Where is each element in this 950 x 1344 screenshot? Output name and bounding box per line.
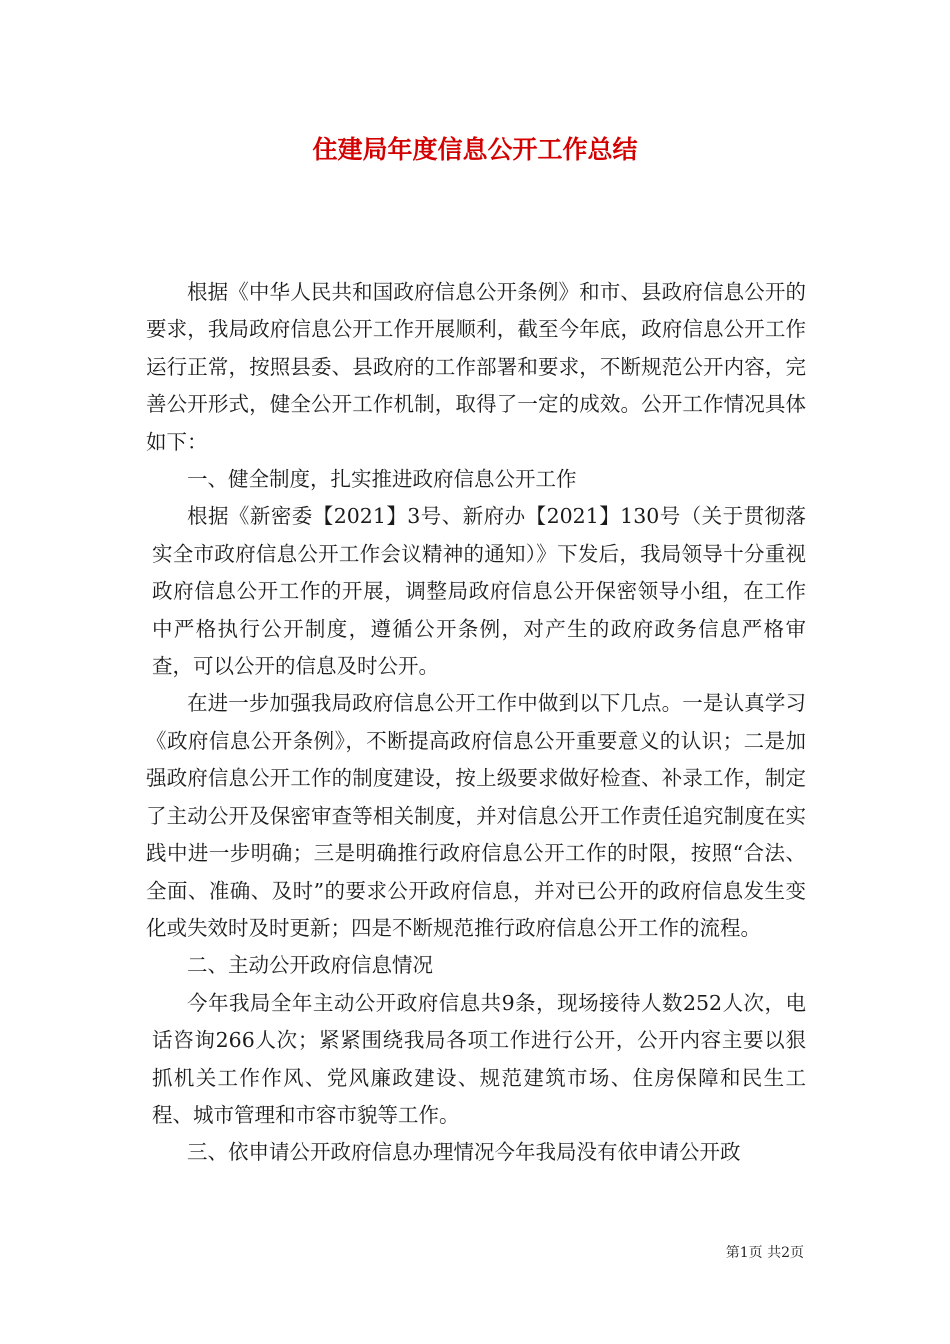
- paragraph-section-2-detail: 今年我局全年主动公开政府信息共9条，现场接待人数252人次，电话咨询266人次；紧紧围绕我局各项工作进行公开，公开内容主要以狠抓机关工作作风、党风廉政建设、规范建筑市场、住房保障和民生工程、城市管理和市容市貌等工作。: [152, 990, 806, 1127]
- section-heading-1: 一、健全制度，扎实推进政府信息公开工作: [187, 467, 577, 492]
- paragraph-section-1-detail: 根据《新密委【2021】3号、新府办【2021】130号（关于贯彻落实全市政府信息公开工作会议精神的通知）》下发后，我局领导十分重视政府信息公开工作的开展，调整局政府信息公开保密领导小组，在工作中严格执行公开制度，遵循公开条例，对产生的政府政务信息严格审查，可以公开的信息及时公开。: [152, 504, 806, 679]
- section-heading-3: 三、依申请公开政府信息办理情况今年我局没有依申请公开政: [187, 1140, 741, 1165]
- paragraph-intro: 根据《中华人民共和国政府信息公开条例》和市、县政府信息公开的要求，我局政府信息公开工作开展顺利，截至今年底，政府信息公开工作运行正常，按照县委、县政府的工作部署和要求，不断规范公开内容，完善公开形式，健全公开工作机制，取得了一定的成效。公开工作情况具体如下：: [146, 280, 806, 454]
- section-heading-2: 二、主动公开政府信息情况: [187, 953, 433, 978]
- paragraph-section-1-points: 在进一步加强我局政府信息公开工作中做到以下几点。一是认真学习《政府信息公开条例》，不断提高政府信息公开重要意义的认识；二是加强政府信息公开工作的制度建设，按上级要求做好检查、补录工作，制定了主动公开及保密审查等相关制度，并对信息公开工作责任追究制度在实践中进一步明确；三是明确推行政府信息公开工作的时限，按照“合法、全面、准确、及时”的要求公开政府信息，并对已公开的政府信息发生变化或失效时及时更新；四是不断规范推行政府信息公开工作的流程。: [146, 691, 806, 940]
- page-number: 第1页 共2页: [725, 1245, 804, 1261]
- document-title: 住建局年度信息公开工作总结: [312, 135, 638, 164]
- document-body: [146, 274, 806, 1172]
